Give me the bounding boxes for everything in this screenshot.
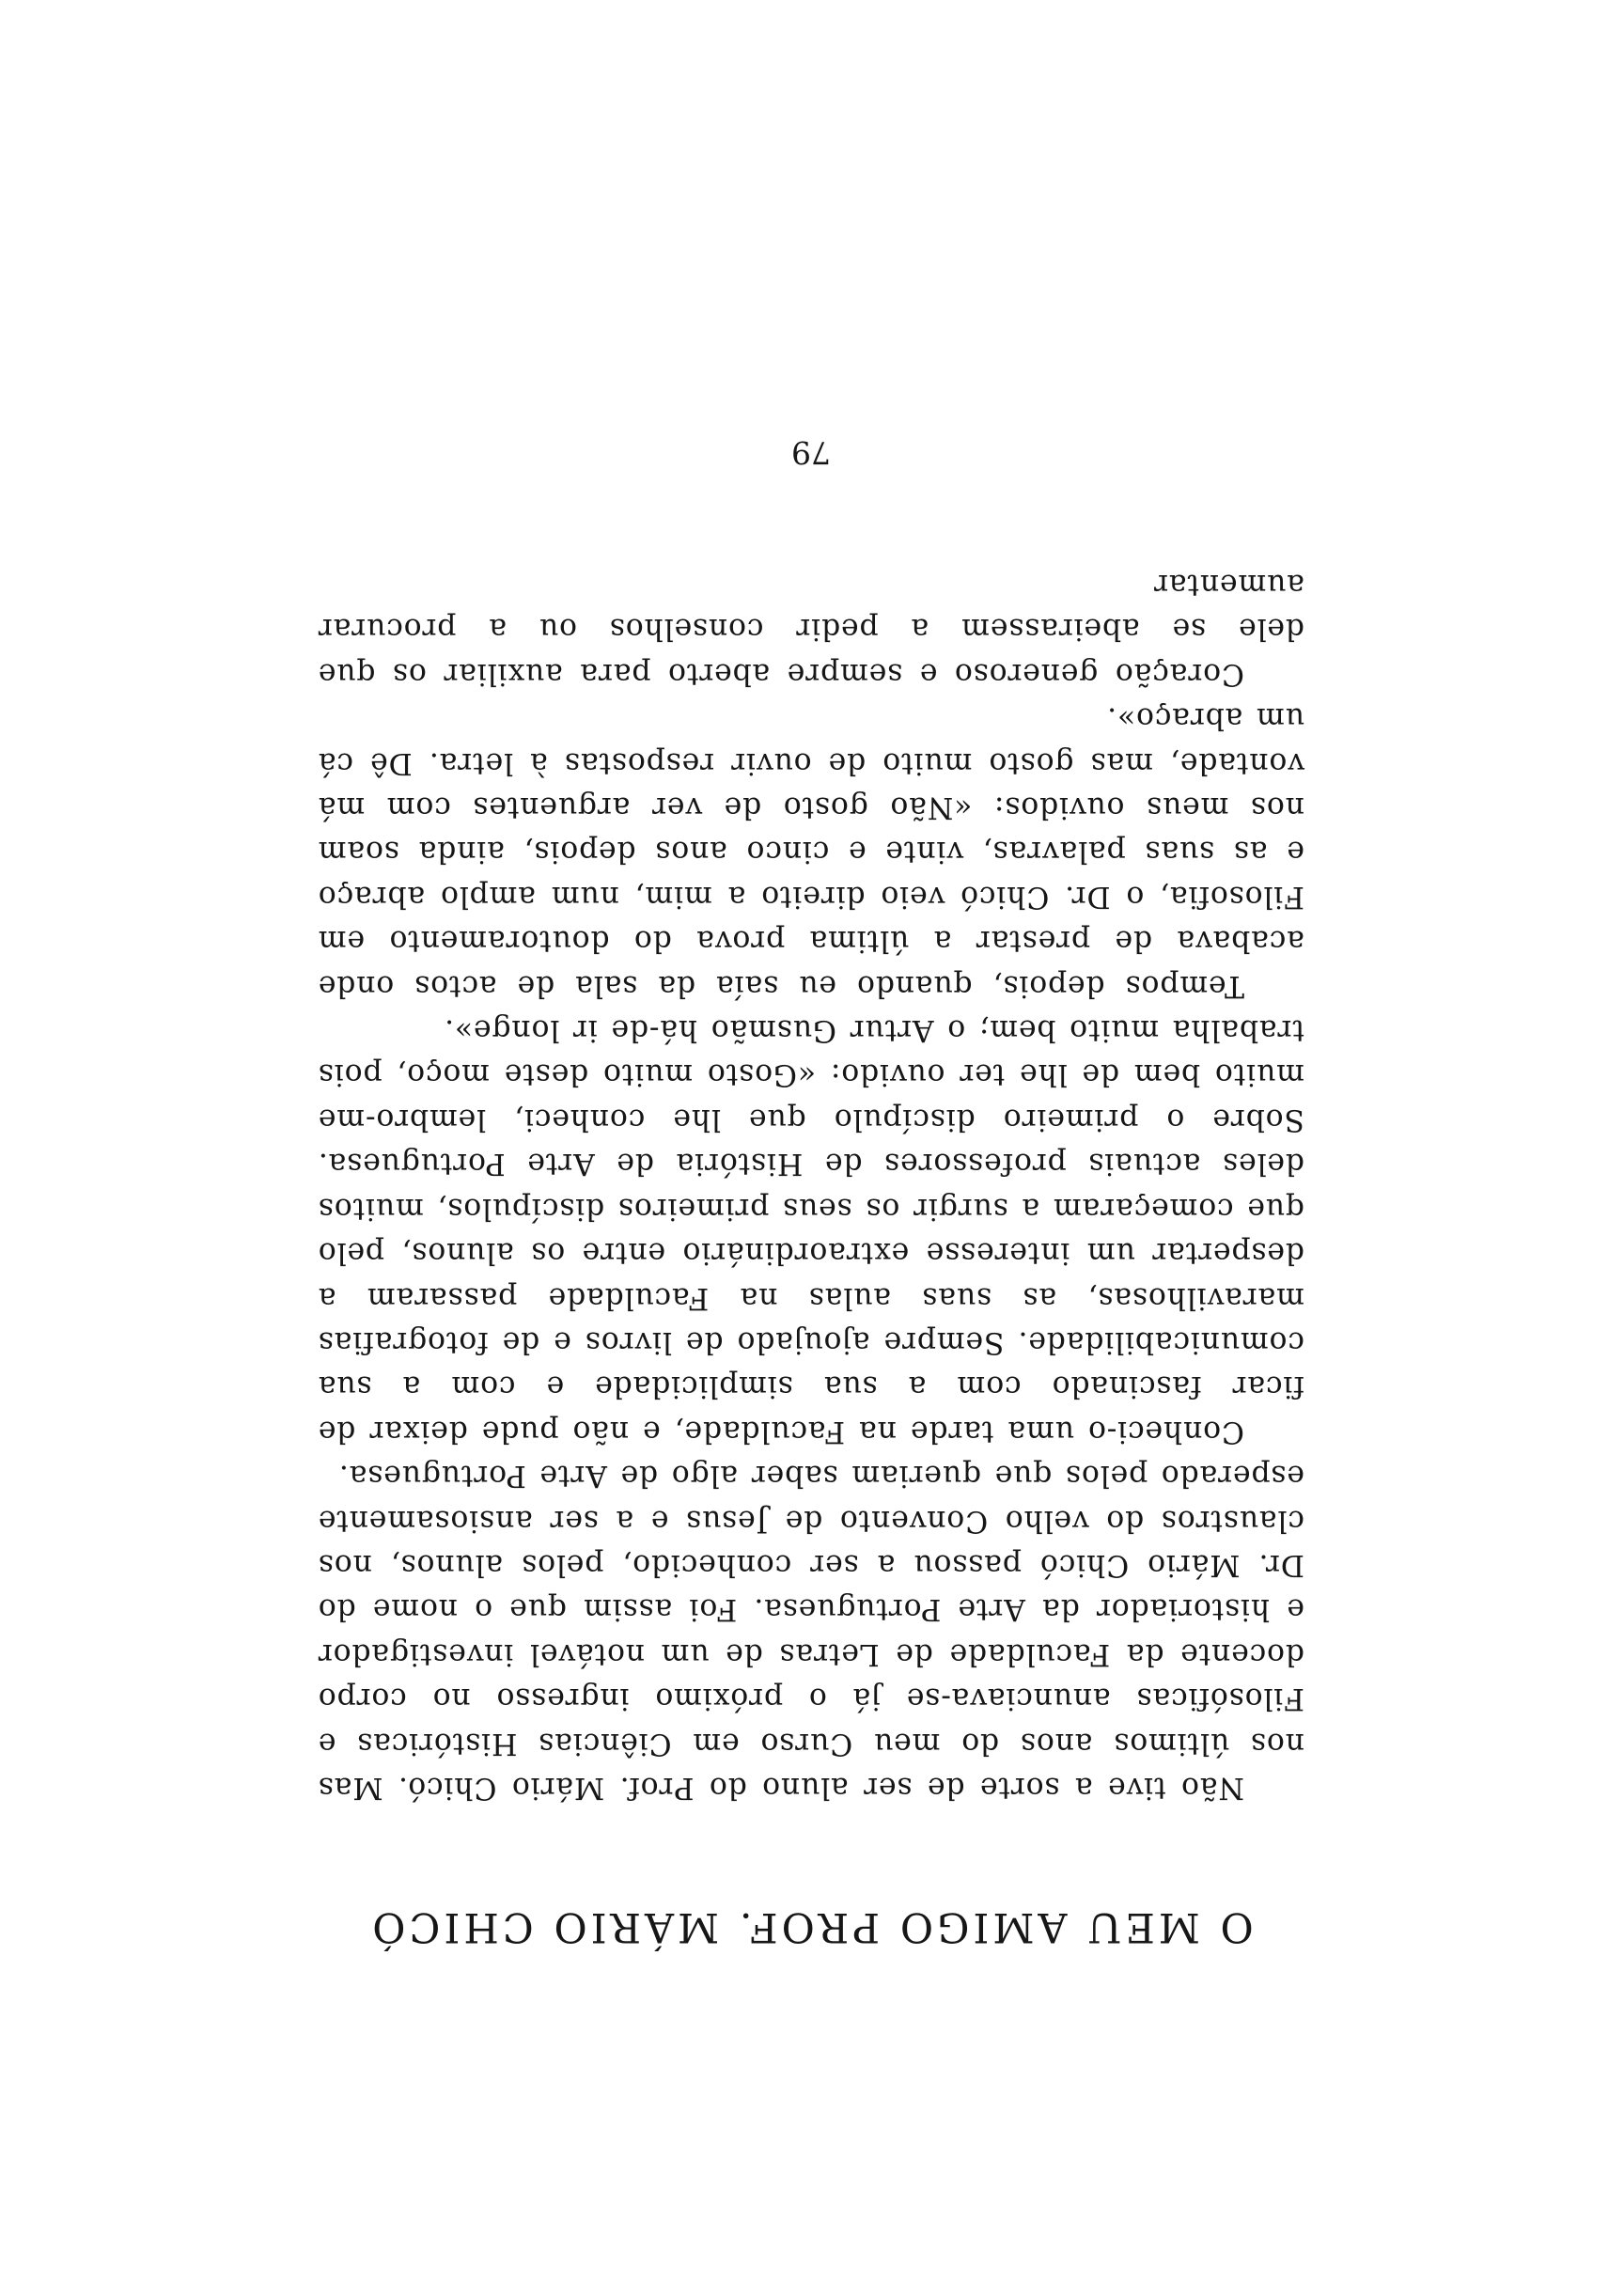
paragraph-1: Não tive a sorte de ser aluno do Prof. Mário Chicó. Mas nos últimos anos do meu Curso em Ciências Históricas e Filosóficas anunciava-se já o próximo ingresso no corpo docente da Faculdade de Letras de um notável investigador e historiador da Arte Portuguesa. Foi assim que o nome do Dr. Mário Chicó passou a ser conhecido, pelos alunos, nos claustros do velho Convento de Jesus e a ser ansiosamente esperado pelos que queriam saber algo de Arte Portuguesa. (318, 1459, 1304, 1805)
paragraph-2: Conheci-o uma tarde na Faculdade, e não pude deixar de ficar fascinado com a sua simplicidade e com a sua comunicabilidade. Sempre ajoujado de livros e de fotografias maravilhosas, as suas aulas na Faculdade passaram a despertar um interesse extraordinário entre os alunos, pelo que começaram a surgir os seus primeiros discípulos, muitos deles actuais professores de História de Arte Portuguesa. Sobre o primeiro discípulo que lhe conheci, lembro-me muito bem de lhe ter ouvido: «Gosto muito deste moço, pois trabalha muito bem; o Artur Gusmão há-de ir longe». (318, 1013, 1304, 1448)
paragraph-3: Tempos depois, quando eu saía da sala de actos onde acabava de prestar a última prova do doutoramento em Filosofia, o Dr. Chicó veio direito a mim, num amplo abraço e as suas palavras, vinte e cinco anos depois, ainda soam nos meus ouvidos: «Não gosto de ver arguentes com má vontade, mas gosto muito de ouvir respostas à letra. Dê cá um abraço». (318, 701, 1304, 1003)
chapter-title: O MEU AMIGO PROF. MÁRIO CHICÓ (368, 1903, 1254, 1950)
paragraph-4: Coração generoso e sempre aberto para auxiliar os que dele se abeirassem a pedir conselhos ou a procurar aumentar (318, 568, 1304, 691)
page-number: 79 (791, 433, 831, 471)
page-text-block (318, 430, 1304, 1955)
